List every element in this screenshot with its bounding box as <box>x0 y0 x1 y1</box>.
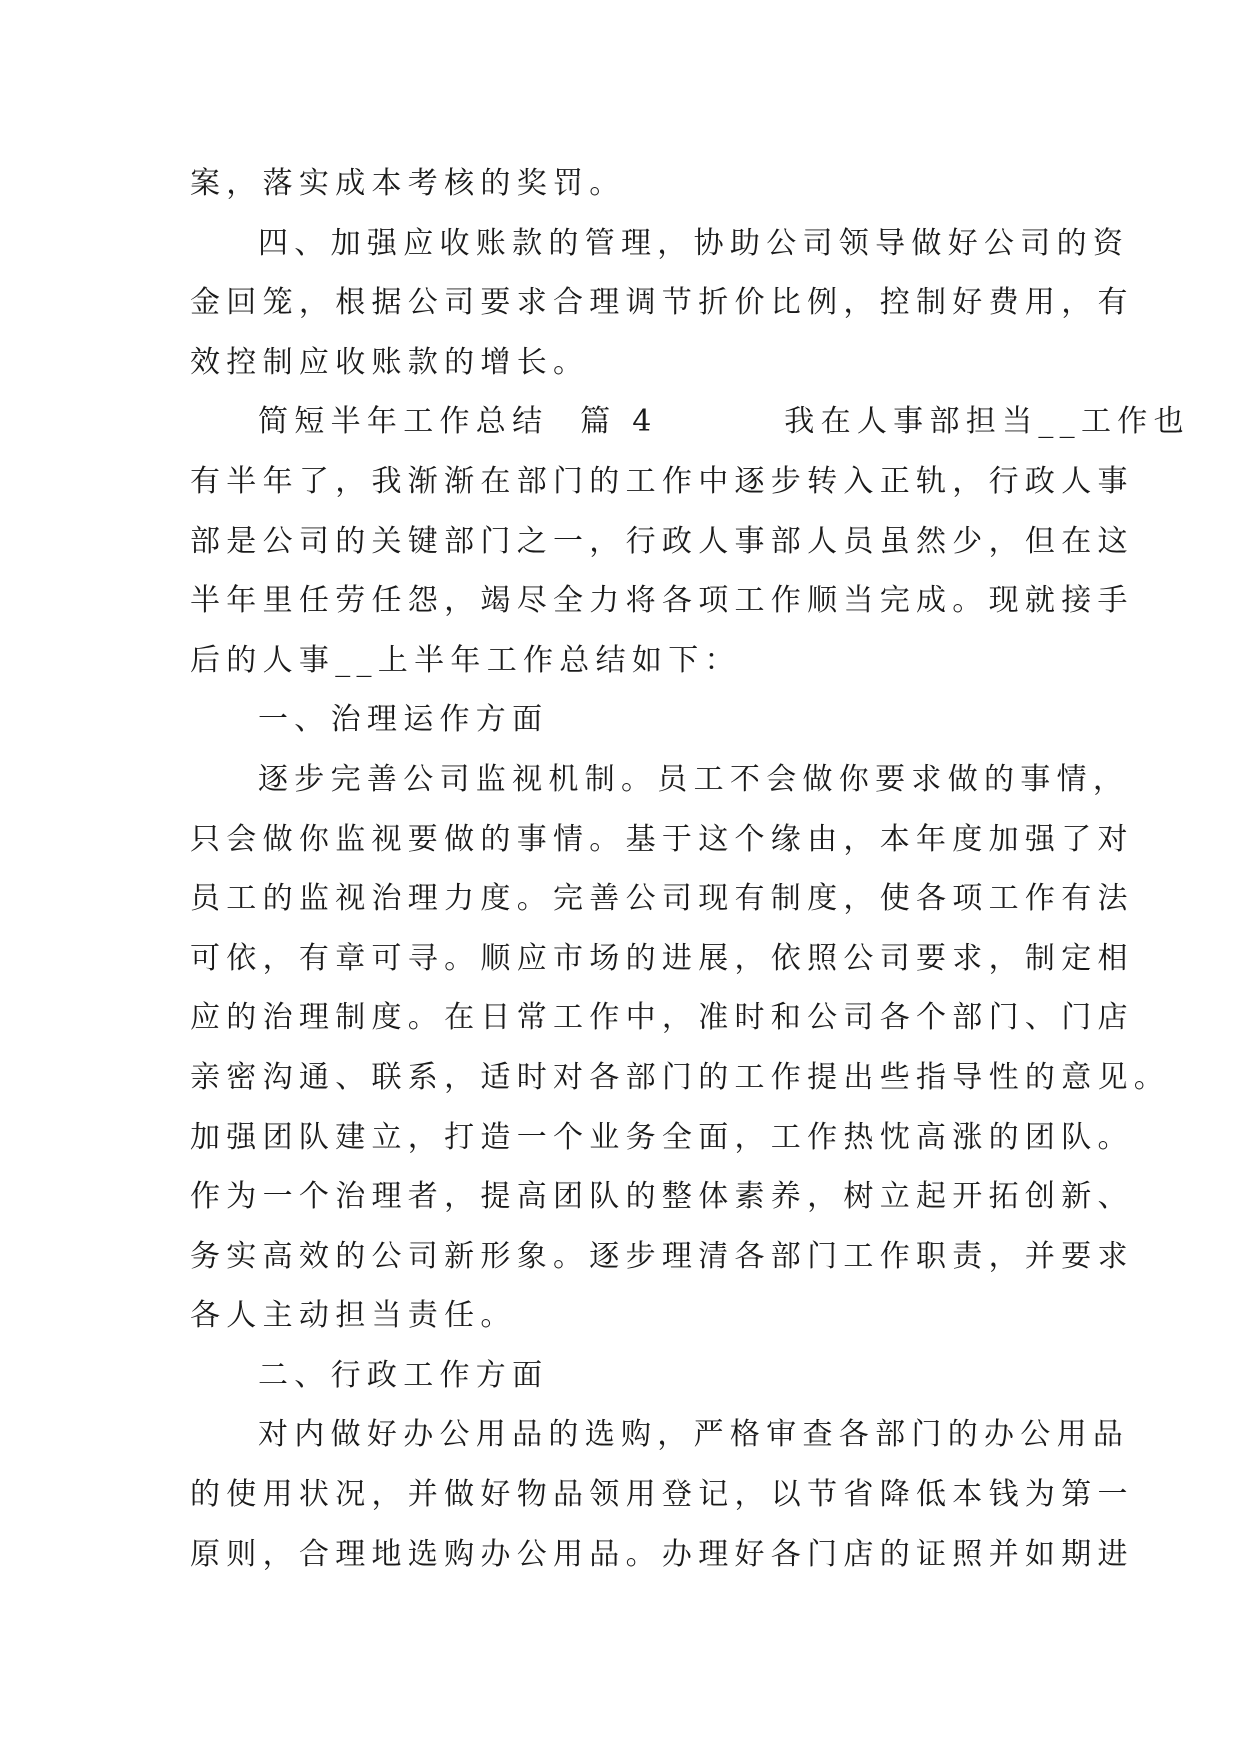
text-line: 各人主动担当责任。 <box>190 1298 517 1334</box>
subheading-line: 一、治理运作方面 <box>258 702 549 738</box>
section-title-line: 简短半年工作总结 篇 4 我在人事部担当__工作也 <box>258 404 1190 440</box>
text-line: 部是公司的关键部门之一，行政人事部人员虽然少，但在这 <box>190 523 1134 559</box>
text-line: 加强团队建立，打造一个业务全面，工作热忱高涨的团队。 <box>190 1119 1134 1155</box>
text-line: 后的人事__上半年工作总结如下： <box>190 642 741 678</box>
text-line: 员工的监视治理力度。完善公司现有制度，使各项工作有法 <box>190 881 1134 917</box>
text-line: 原则，合理地选购办公用品。办理好各门店的证照并如期进 <box>190 1536 1134 1572</box>
text-line: 金回笼，根据公司要求合理调节折价比例，控制好费用，有 <box>190 285 1134 321</box>
text-line: 可依，有章可寻。顺应市场的进展，依照公司要求，制定相 <box>190 940 1134 976</box>
document-body <box>190 164 1190 1594</box>
text-line: 效控制应收账款的增长。 <box>190 344 590 380</box>
text-line: 逐步完善公司监视机制。员工不会做你要求做的事情， <box>258 761 1130 797</box>
text-line: 有半年了，我渐渐在部门的工作中逐步转入正轨，行政人事 <box>190 463 1134 499</box>
text-line: 只会做你监视要做的事情。基于这个缘由，本年度加强了对 <box>190 821 1134 857</box>
text-line: 应的治理制度。在日常工作中，准时和公司各个部门、门店 <box>190 1000 1134 1036</box>
text-line: 作为一个治理者，提高团队的整体素养，树立起开拓创新、 <box>190 1179 1134 1215</box>
text-line: 的使用状况，并做好物品领用登记，以节省降低本钱为第一 <box>190 1477 1134 1513</box>
text-line: 对内做好办公用品的选购，严格审查各部门的办公用品 <box>258 1417 1130 1453</box>
text-line: 亲密沟通、联系，适时对各部门的工作提出些指导性的意见。 <box>190 1059 1171 1095</box>
text-line: 四、加强应收账款的管理，协助公司领导做好公司的资 <box>258 225 1130 261</box>
text-line: 案，落实成本考核的奖罚。 <box>190 166 626 201</box>
text-line: 半年里任劳任怨，竭尽全力将各项工作顺当完成。现就接手 <box>190 583 1134 619</box>
subheading-line: 二、行政工作方面 <box>258 1357 549 1393</box>
text-line: 务实高效的公司新形象。逐步理清各部门工作职责，并要求 <box>190 1238 1134 1274</box>
